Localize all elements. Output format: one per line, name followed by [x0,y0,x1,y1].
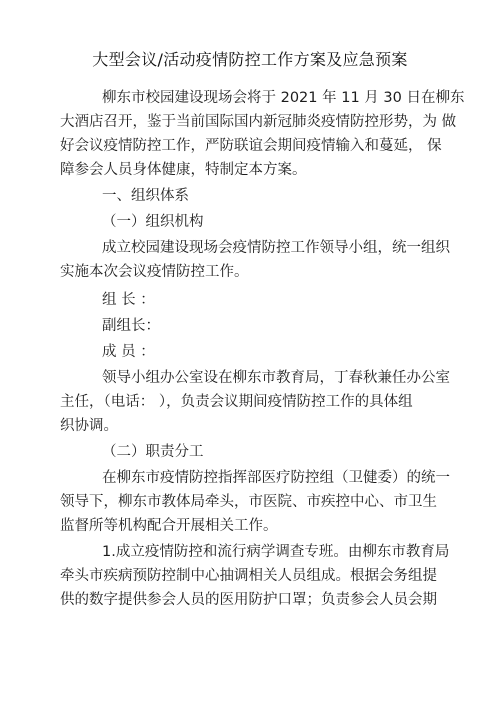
document-title: 大型会议/活动疫情防控工作方案及应急预案 [92,50,408,69]
leader-label: 组 长 ： [102,292,155,308]
office-paragraph-line-3: 织协调。 [60,418,118,434]
section-heading-organization: 一、组织体系 [102,188,189,204]
duty-paragraph-line-2: 领导下，柳东市教体局牵头，市医院、市疾控中心、市卫生 [60,494,437,510]
intro-line-1: 柳东市校园建设现场会将于 2021 年 11 月 30 日在柳东 [102,90,465,106]
subsection-heading-duties: （二）职责分工 [102,444,204,460]
item1-paragraph-line-2: 牵头市疾病预防控制中心抽调相关人员组成。根据会务组提 [60,568,437,584]
intro-line-3: 好会议疫情防控工作，严防联谊会期间疫情输入和蔓延， 保 [60,138,442,154]
item1-paragraph-line-1: 1.成立疫情防控和流行病学调查专班。由柳东市教育局 [102,544,450,560]
org-paragraph-line-1: 成立校园建设现场会疫情防控工作领导小组，统一组织 [102,240,450,256]
office-paragraph-line-2: 主任，（电话： ），负责会议期间疫情防控工作的具体组 [60,394,413,410]
org-paragraph-line-2: 实施本次会议疫情防控工作。 [60,264,249,280]
member-label: 成 员 ： [102,344,155,360]
intro-line-2: 大酒店召开，鉴于当前国际国内新冠肺炎疫情防控形势，为 做 [60,114,457,130]
subsection-heading-structure: （一）组织机构 [102,214,204,230]
deputy-leader-label: 副组长： [102,318,160,334]
office-paragraph-line-1: 领导小组办公室设在柳东市教育局，丁春秋兼任办公室 [102,370,450,386]
duty-paragraph-line-1: 在柳东市疫情防控指挥部医疗防控组（卫健委）的统一 [102,470,450,486]
intro-line-4: 障参会人员身体健康，特制定本方案。 [60,162,307,178]
duty-paragraph-line-3: 监督所等机构配合开展相关工作。 [60,518,278,534]
item1-paragraph-line-3: 供的数字提供参会人员的医用防护口罩；负责参会人员会期 [60,592,437,608]
